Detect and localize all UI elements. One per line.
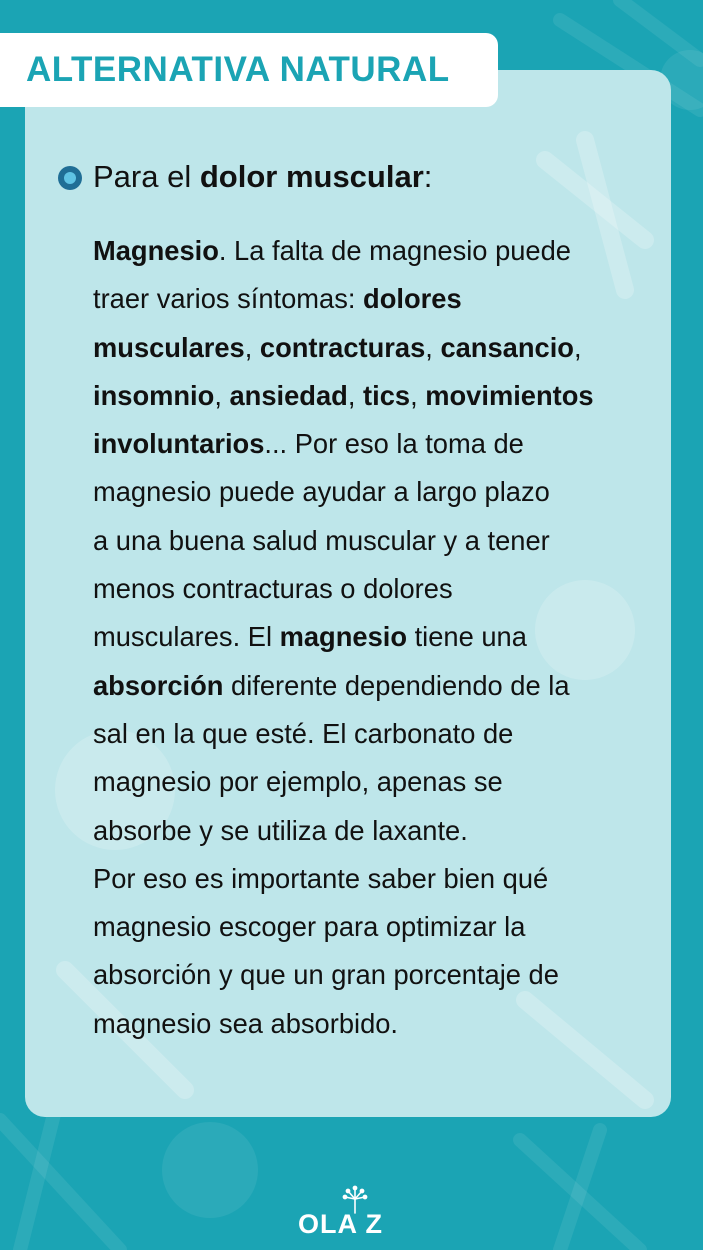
body-segment: diferente dependiendo de la [223, 669, 570, 701]
body-bold-segment: contracturas [259, 331, 426, 363]
body-bold-segment: magnesio [279, 621, 408, 653]
circle-bullet-icon [58, 166, 82, 190]
body-segment: magnesio por ejemplo, apenas se [93, 766, 503, 798]
heading-bold: dolor muscular [199, 159, 424, 194]
body-line [93, 372, 693, 420]
body-line [93, 468, 693, 516]
body-line [93, 275, 693, 323]
body-segment: , [244, 331, 260, 363]
heading-prefix: Para el [93, 159, 200, 194]
section-tag [0, 33, 498, 107]
body-segment: a una buena salud muscular y a tener [93, 524, 550, 556]
body-bold-segment: insomnio [93, 379, 215, 411]
body-line [93, 807, 693, 855]
body-bold-segment: musculares [93, 331, 245, 363]
section-tag-label: ALTERNATIVA NATURAL [26, 50, 450, 89]
body-bold-segment: dolores [363, 283, 462, 315]
body-segment: menos contracturas o dolores [93, 573, 453, 605]
body-segment: , [573, 331, 582, 363]
body-line [93, 565, 693, 613]
body-line [93, 951, 693, 999]
body-bold-segment: involuntarios [93, 428, 265, 460]
body-line [93, 903, 693, 951]
body-line [93, 227, 693, 275]
body-line [93, 855, 693, 903]
body-segment: tiene una [407, 621, 527, 653]
body-line [93, 613, 693, 661]
body-bold-segment: Magnesio [93, 235, 219, 266]
body-bold-segment: absorción [93, 669, 224, 701]
heading-suffix: : [423, 159, 433, 194]
body-line [93, 420, 693, 468]
body-line [93, 517, 693, 565]
body-segment: , [425, 331, 441, 363]
body-segment: magnesio escoger para optimizar la [93, 911, 526, 943]
body-segment: , [347, 379, 364, 411]
body-segment: traer varios síntomas: [93, 283, 364, 315]
body-line [93, 758, 693, 806]
body-segment: magnesio sea absorbido. [93, 1007, 399, 1039]
body-segment: ... Por eso la toma de [264, 428, 524, 460]
body-bold-segment: movimientos [425, 379, 594, 411]
body-line [93, 710, 693, 758]
section-heading [93, 155, 432, 199]
body-segment: magnesio puede ayudar a largo plazo [93, 476, 550, 508]
body-bold-segment: cansancio [440, 331, 574, 363]
olaiz-logo [298, 1185, 408, 1240]
body-segment: Por eso es importante saber bien qué [93, 862, 549, 894]
body-segment: , [410, 379, 426, 411]
logo-wordmark: OLA Z [298, 1209, 383, 1239]
body-segment: musculares. El [93, 621, 280, 653]
body-segment: , [214, 379, 230, 411]
body-segment: absorción y que un gran porcentaje de [93, 959, 559, 991]
body-segment: sal en la que esté. El carbonato de [93, 717, 514, 749]
body-line [93, 324, 693, 372]
body-bold-segment: tics [363, 379, 411, 411]
body-bold-segment: ansiedad [229, 379, 348, 411]
body-segment: . La falta de magnesio puede [218, 235, 571, 266]
body-line [93, 662, 693, 710]
body-line [93, 1000, 693, 1048]
body-segment: absorbe y se utiliza de laxante. [93, 814, 468, 846]
body-paragraph [93, 227, 693, 1048]
